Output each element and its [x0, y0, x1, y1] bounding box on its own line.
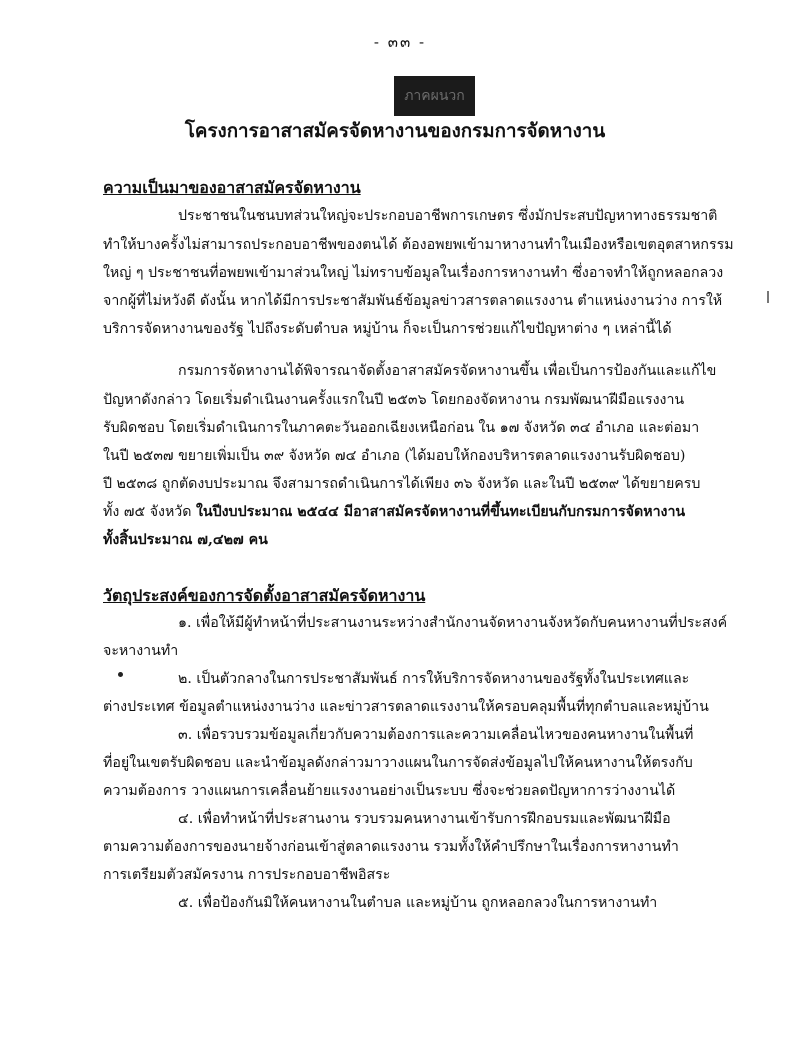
- objective-line: ตามความต้องการของนายจ้างก่อนเข้าสู่ตลาดแรงงาน รวมทั้งให้คำปรึกษาในเรื่องการหางานทำ: [103, 839, 679, 855]
- objective-line: จะหางานทำ: [103, 643, 179, 659]
- paragraph-line: ใหญ่ ๆ ประชาชนที่อพยพเข้ามาส่วนใหญ่ ไม่ทราบข้อมูลในเรื่องการหางานทำ ซึ่งอาจทำให้ถูกหลอกลวง: [103, 265, 724, 281]
- paragraph-line: ทั้งสิ้นประมาณ ๗,๔๒๗ คน: [103, 532, 268, 548]
- objective-line: ความต้องการ วางแผนการเคลื่อนย้ายแรงงานอย่างเป็นระบบ ซึ่งจะช่วยลดปัญหาการว่างงานได้: [103, 783, 676, 799]
- section-heading-objectives: วัตถุประสงค์ของการจัดตั้งอาสาสมัครจัดหางาน: [103, 586, 426, 605]
- paragraph-line: [103, 501, 685, 523]
- paragraph-bold-text: ในปีงบประมาณ ๒๕๔๔ มีอาสาสมัครจัดหางานที่ขึ้นทะเบียนกับกรมการจัดหางาน: [196, 504, 686, 520]
- paragraph-line: บริการจัดหางานของรัฐ ไปถึงระดับตำบล หมู่บ้าน ก็จะเป็นการช่วยแก้ไขปัญหาต่าง ๆ เหล่านี้ได้: [103, 321, 672, 337]
- document-title: โครงการอาสาสมัครจัดหางานของกรมการจัดหางาน: [184, 120, 606, 142]
- objective-line: ๒. เป็นตัวกลางในการประชาสัมพันธ์ การให้บริการจัดหางานของรัฐทั้งในประเทศและ: [178, 671, 690, 687]
- objective-line: ๓. เพื่อรวบรวมข้อมูลเกี่ยวกับความต้องการและความเคลื่อนไหวของคนหางานในพื้นที่: [178, 727, 694, 743]
- paragraph-line: ในปี ๒๕๓๗ ขยายเพิ่มเป็น ๓๙ จังหวัด ๗๔ อำเภอ (ได้มอบให้กองบริหารตลาดแรงงานรับผิดชอบ): [103, 448, 686, 464]
- paragraph-text: ทั้ง ๗๕ จังหวัด: [103, 504, 196, 520]
- paragraph-line: ประชาชนในชนบทส่วนใหญ่จะประกอบอาชีพการเกษตร ซึ่งมักประสบปัญหาทางธรรมชาติ: [178, 208, 718, 224]
- objective-line: ๑. เพื่อให้มีผู้ทำหน้าที่ประสานงานระหว่างสำนักงานจัดหางานจังหวัดกับคนหางานที่ประสงค์: [178, 615, 728, 631]
- objective-line: การเตรียมตัวสมัครงาน การประกอบอาชีพอิสระ: [103, 867, 391, 883]
- appendix-badge: ภาคผนวก: [394, 76, 475, 116]
- section-heading-background: ความเป็นมาของอาสาสมัครจัดหางาน: [103, 178, 361, 197]
- scan-mark: [767, 291, 769, 303]
- paragraph-line: รับผิดชอบ โดยเริ่มดำเนินการในภาคตะวันออกเฉียงเหนือก่อน ใน ๑๗ จังหวัด ๓๔ อำเภอ และต่อมา: [103, 420, 700, 436]
- paragraph-line: ปัญหาดังกล่าว โดยเริ่มดำเนินงานครั้งแรกในปี ๒๕๓๖ โดยกองจัดหางาน กรมพัฒนาฝีมือแรงงาน: [103, 392, 685, 408]
- objective-line: ที่อยู่ในเขตรับผิดชอบ และนำข้อมูลดังกล่าวมาวางแผนในการจัดส่งข้อมูลไปให้คนหางานให้ตรงกับ: [103, 755, 693, 771]
- paragraph-line: ทำให้บางครั้งไม่สามารถประกอบอาชีพของตนได้ ต้องอพยพเข้ามาหางานทำในเมืองหรือเขตอุตสาหกรรม: [103, 237, 734, 253]
- paragraph-line: ปี ๒๕๓๘ ถูกตัดงบประมาณ จึงสามารถดำเนินการได้เพียง ๓๖ จังหวัด และในปี ๒๕๓๙ ได้ขยายครบ: [103, 476, 701, 492]
- objective-line: ต่างประเทศ ข้อมูลตำแหน่งงานว่าง และข่าวสารตลาดแรงงานให้ครอบคลุมพื้นที่ทุกตำบลและหมู่บ้าน: [103, 699, 709, 715]
- scan-speck: [118, 672, 123, 677]
- paragraph-line: กรมการจัดหางานได้พิจารณาจัดตั้งอาสาสมัครจัดหางานขึ้น เพื่อเป็นการป้องกันและแก้ไข: [178, 363, 717, 379]
- objective-line: ๔. เพื่อทำหน้าที่ประสานงาน รวบรวมคนหางานเข้ารับการฝึกอบรมและพัฒนาฝีมือ: [178, 811, 671, 827]
- objective-line: ๕. เพื่อป้องกันมิให้คนหางานในตำบล และหมู่บ้าน ถูกหลอกลวงในการหางานทำ: [178, 895, 658, 911]
- paragraph-line: จากผู้ที่ไม่หวังดี ดังนั้น หากได้มีการประชาสัมพันธ์ข้อมูลข่าวสารตลาดแรงงาน ตำแหน่งงานว่าง การให้: [103, 293, 723, 309]
- page-number: - ๓๓ -: [373, 33, 427, 51]
